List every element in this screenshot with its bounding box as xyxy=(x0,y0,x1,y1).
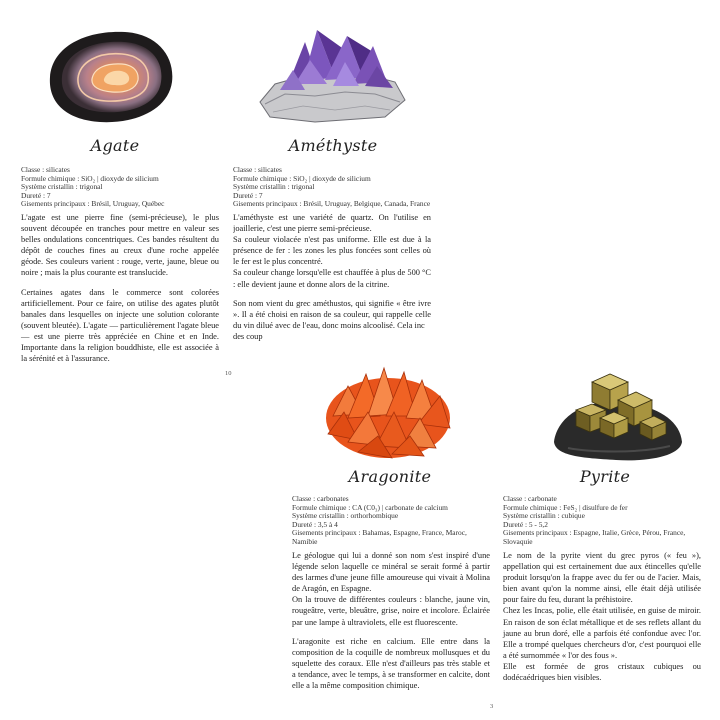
specs-amethyst xyxy=(233,166,453,209)
mineral-title-amethyst: Améthyste xyxy=(288,136,378,155)
specs-aragonite xyxy=(292,495,492,547)
page-number: 3 xyxy=(490,703,494,710)
spec-line: Système cristallin : cubique xyxy=(503,511,585,521)
mineral-title-pyrite: Pyrite xyxy=(579,467,631,486)
paragraph: Le géologue qui lui a donné son nom s'est inspiré d'une légende selon laquelle ce minéral se serait formé à partir des larmes d'une jeune fille amoureuse qui vivait à Molina de Aragón, en Espagne. xyxy=(292,551,490,594)
description-agate xyxy=(21,212,219,372)
spec-line: Classe : carbonate xyxy=(503,494,557,503)
paragraph: Elle est formée de gros cristaux cubiques ou dodécaédriques bien visibles. xyxy=(503,661,701,683)
paragraph: L'améthyste est une variété de quartz. On l'utilise en joaillerie, c'est une pierre semi-précieuse. xyxy=(233,213,431,234)
spec-line: Gisements principaux : Espagne, Italie, Grèce, Pérou, France, xyxy=(503,528,686,538)
spec-line: Dureté : 3,5 à 4 xyxy=(292,519,338,529)
paragraph: Sa couleur violacée n'est pas uniforme. Elle est due à la présence de fer : les zones les plus foncées sont celles où le fer est le plus concentré. xyxy=(233,235,431,267)
paragraph: L'aragonite est riche en calcium. Elle entre dans la composition de la coquille de nombreux mollusques et du squelette des coraux. Elle n'est d'ailleurs pas très stable et a tendance, avec le temps, à se transformer en calcite, dont elle a la même composition chimique. xyxy=(292,636,490,691)
paragraph: Son nom vient du grec améthustos, qui signifie « être ivre ». Il a été choisi en raison de sa couleur, qui rappelle celle du vin dilué avec de l'eau, donc moins alcoolisé. Cela inc xyxy=(233,298,431,330)
spec-line: Gisements principaux : Brésil, Uruguay, Belgique, Canada, France xyxy=(233,199,431,209)
pyrite-illustration xyxy=(548,352,688,464)
spec-line: Formule chimique : SiO₂ | dioxyde de silicium xyxy=(21,173,159,183)
spec-line: Formule chimique : SiO₂ | dioxyde de silicium xyxy=(233,173,371,183)
description-amethyst xyxy=(233,212,431,347)
agate-illustration xyxy=(40,22,180,127)
spec-line: Système cristallin : orthorhombique xyxy=(292,511,399,521)
spec-line: Formule chimique : FeS₂ | disulfure de fer xyxy=(503,502,628,512)
paragraph: des coup xyxy=(233,331,263,341)
page-number: 10 xyxy=(225,370,232,377)
amethyst-illustration xyxy=(255,22,410,127)
spec-line: Classe : carbonates xyxy=(292,494,349,503)
spec-line: Système cristallin : trigonal xyxy=(233,182,315,192)
mineral-title-agate: Agate xyxy=(90,136,140,155)
spec-line: Slovaquie xyxy=(503,536,533,546)
paragraph: L'agate est une pierre fine (semi-précieuse), le plus souvent découpée en tranches pour mettre en valeur ses belles ondulations concentriques. Ces bandes résultent du dépôt de couches fines au creux d'une roche appelée géode. Ses couleurs varient : rouge, verte, jaune, bleue ou noire ; mais la plus courante est translucide. xyxy=(21,213,219,278)
specs-pyrite xyxy=(503,495,713,547)
paragraph: Le nom de la pyrite vient du grec pyros (« feu »), appellation qui est certainement due aux étincelles qu'elle produit lorsqu'on la frappe avec du fer ou de l'acier. Mais, bien avant qu'on la nomme ainsi, elle était déjà utilisée pour faire du feu, durant la préhistoire. xyxy=(503,551,701,605)
paragraph: On la trouve de différentes couleurs : blanche, jaune vin, rougeâtre, verte, bleuâtre, grise, noire et incolore. Éclairée par une lampe à ultraviolets, elle est fluorescente. xyxy=(292,595,490,627)
aragonite-illustration xyxy=(318,356,458,466)
spec-line: Dureté : 7 xyxy=(233,190,263,200)
description-aragonite xyxy=(292,550,490,699)
spec-line: Dureté : 7 xyxy=(21,190,51,200)
description-pyrite xyxy=(503,550,701,691)
mineral-title-aragonite: Aragonite xyxy=(348,467,432,486)
paragraph: Certaines agates dans le commerce sont colorées artificiellement. Pour ce faire, on utilise des agates plutôt banales dans lesquelles on injecte une solution colorante (souvent bleutée). L'agate — particulièrement l'agate bleue — est une pierre très appréciée en Chine et en Inde. Importante dans la religion bouddhiste, elle est associée à la sérénité et à l'assurance. xyxy=(21,287,219,364)
spec-line: Système cristallin : trigonal xyxy=(21,182,103,192)
paragraph: Sa couleur change lorsqu'elle est chauffée à plus de 500 °C : elle devient jaune et donne alors de la citrine. xyxy=(233,268,431,289)
spec-line: Formule chimique : CA (C0₃) | carbonate de calcium xyxy=(292,502,448,512)
spec-line: Gisements principaux : Brésil, Uruguay, Québec xyxy=(21,199,165,209)
spec-line: Classe : silicates xyxy=(21,165,70,174)
spec-line: Namibie xyxy=(292,536,318,546)
spec-line: Classe : silicates xyxy=(233,165,282,174)
paragraph: Chez les Incas, polie, elle était utilisée, en guise de miroir. En raison de son éclat métallique et de ses reflets allant du jaune au brun doré, elle a parfois été confondue avec l'or. Elle a trompé quelques chercheurs d'or, c'est pourquoi elle a été surnommée « l'or des fous ». xyxy=(503,606,701,660)
spec-line: Gisements principaux : Bahamas, Espagne, France, Maroc, xyxy=(292,528,467,538)
spec-line: Dureté : 5 - 5,2 xyxy=(503,519,548,529)
specs-agate xyxy=(21,166,221,209)
